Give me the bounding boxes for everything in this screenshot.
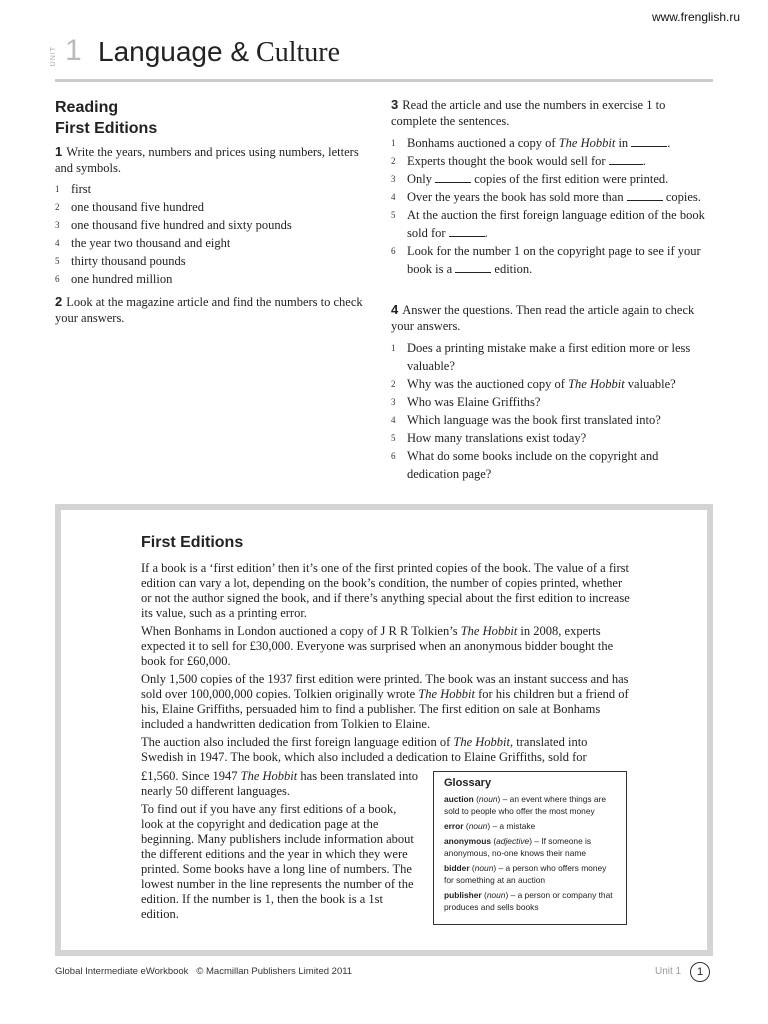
instruction-text: Write the years, numbers and prices using numbers, letters and symbols.: [55, 145, 359, 175]
exercise-4-list: [391, 339, 709, 483]
heading-reading: Reading: [55, 99, 119, 116]
exercise-number: 2: [55, 294, 63, 309]
footer-copyright: © Macmillan Publishers Limited 2011: [196, 966, 353, 977]
website-url: www.frenglish.ru: [651, 10, 740, 24]
title-part1: Language &: [98, 36, 250, 67]
list-item: 4 Which language was the book first translated into?: [391, 413, 661, 427]
list-item: 6 Look for the number 1 on the copyright page to see if your book is a edition.: [391, 244, 701, 276]
list-item: 3 Who was Elaine Griffiths?: [391, 395, 541, 409]
title-part2: Culture: [256, 37, 341, 68]
page-number: 1: [690, 962, 710, 982]
exercise-1-list: [55, 180, 360, 288]
list-item: 6 What do some books include on the copyright and dedication page?: [391, 449, 659, 481]
exercise-1-instruction: [55, 144, 360, 176]
article-paragraph: Only 1,500 copies of the 1937 first edition were printed. The book was an instant success and has sold over 100,000,000 copies. Tolkien originally wrote The Hobbit for his children but a friend of his, Elaine Griffiths, persuaded him to find a publisher. The first edition on sale at Bonhams included a handwritten dedication from Tolkien to Elaine.: [141, 672, 629, 731]
list-item: 2 one thousand five hundred: [55, 200, 204, 214]
list-item: 1 first: [55, 182, 92, 196]
page-title: [98, 36, 340, 69]
answer-blank[interactable]: [435, 173, 471, 183]
exercise-number: 1: [55, 144, 63, 159]
list-item: 3 Only copies of the first edition were printed.: [391, 172, 669, 186]
heading-first-editions: First Editions: [55, 120, 158, 137]
exercise-4-instruction: [391, 302, 706, 334]
glossary-entry: auction (noun) – an event where things are sold to people who offer the most money: [444, 794, 607, 816]
glossary-entry: bidder (noun) – a person who offers money for something at an auction: [444, 863, 607, 885]
answer-blank[interactable]: [609, 155, 643, 165]
footer-credit: [55, 966, 352, 977]
list-item: 2 Experts thought the book would sell for .: [391, 154, 646, 168]
exercise-2-instruction: [55, 294, 365, 326]
list-item: 2 Why was the auctioned copy of The Hobbit valuable?: [391, 377, 676, 391]
article-title: First Editions: [141, 534, 244, 551]
footer-unit: Unit 1: [655, 966, 682, 977]
glossary-entry: error (noun) – a mistake: [444, 821, 536, 831]
instruction-text: Answer the questions. Then read the article again to check your answers.: [391, 303, 695, 333]
list-item: 5 thirty thousand pounds: [55, 254, 186, 268]
list-item: 4 Over the years the book has sold more than copies.: [391, 190, 701, 204]
list-item: 6 one hundred million: [55, 272, 173, 286]
list-item: 4 the year two thousand and eight: [55, 236, 231, 250]
list-item: 1 Does a printing mistake make a first edition more or less valuable?: [391, 341, 691, 373]
exercise-number: 3: [391, 97, 399, 112]
glossary-box: [433, 771, 627, 925]
article-paragraph: To find out if you have any first editions of a book, look at the copyright and dedication page at the beginning. Many publishers include information about the different editions and the year in which they were printed. Some books have a long line of numbers. The lowest number in the line represents the number of the edition. If the number is 1, then the book is a 1st edition.: [141, 802, 414, 921]
answer-blank[interactable]: [449, 227, 485, 237]
article-paragraph: If a book is a ‘first edition’ then it’s one of the first printed copies of the book. The value of a first edition can vary a lot, depending on the book’s condition, the number of copies printed, whether or not the author signed the book, and if there’s anything special about the first edition to increase its value, such as a printing error.: [141, 561, 630, 620]
article-body-continued: [141, 769, 421, 922]
unit-number: 1: [65, 34, 82, 67]
glossary-entry: publisher (noun) – a person or company that produces and sells books: [444, 890, 613, 912]
exercise-3-instruction: [391, 97, 706, 129]
instruction-text: Look at the magazine article and find the numbers to check your answers.: [55, 295, 363, 325]
list-item: 3 one thousand five hundred and sixty pounds: [55, 218, 292, 232]
answer-blank[interactable]: [627, 191, 663, 201]
unit-tag: [50, 42, 64, 74]
article-body: [141, 561, 631, 765]
title-divider: [55, 79, 713, 82]
article-paragraph: When Bonhams in London auctioned a copy of J R R Tolkien’s The Hobbit in 2008, experts expected it to sell for £30,000. Everyone was surprised when an anonymous bidder bought the book for £60,000.: [141, 624, 614, 668]
glossary-entry: anonymous (adjective) – If someone is anonymous, no-one knows their name: [444, 836, 592, 858]
answer-blank[interactable]: [631, 137, 667, 147]
list-item: 5 At the auction the first foreign language edition of the book sold for .: [391, 208, 705, 240]
instruction-text: Read the article and use the numbers in exercise 1 to complete the sentences.: [391, 98, 666, 128]
unit-word: UNIT: [50, 46, 57, 67]
exercise-number: 4: [391, 302, 399, 317]
article-paragraph: The auction also included the first foreign language edition of The Hobbit, translated into Swedish in 1947. The book, which also included a dedication to Elaine Griffiths, sold for: [141, 735, 588, 764]
section-heading: [55, 97, 157, 139]
list-item: 1 Bonhams auctioned a copy of The Hobbit in .: [391, 136, 671, 150]
exercise-3-list: [391, 134, 709, 278]
footer-book-title: Global Intermediate eWorkbook: [55, 966, 189, 977]
article-paragraph: £1,560. Since 1947 The Hobbit has been translated into nearly 50 different languages.: [141, 769, 419, 798]
list-item: 5 How many translations exist today?: [391, 431, 587, 445]
answer-blank[interactable]: [455, 263, 491, 273]
glossary-title: Glossary: [444, 777, 492, 789]
